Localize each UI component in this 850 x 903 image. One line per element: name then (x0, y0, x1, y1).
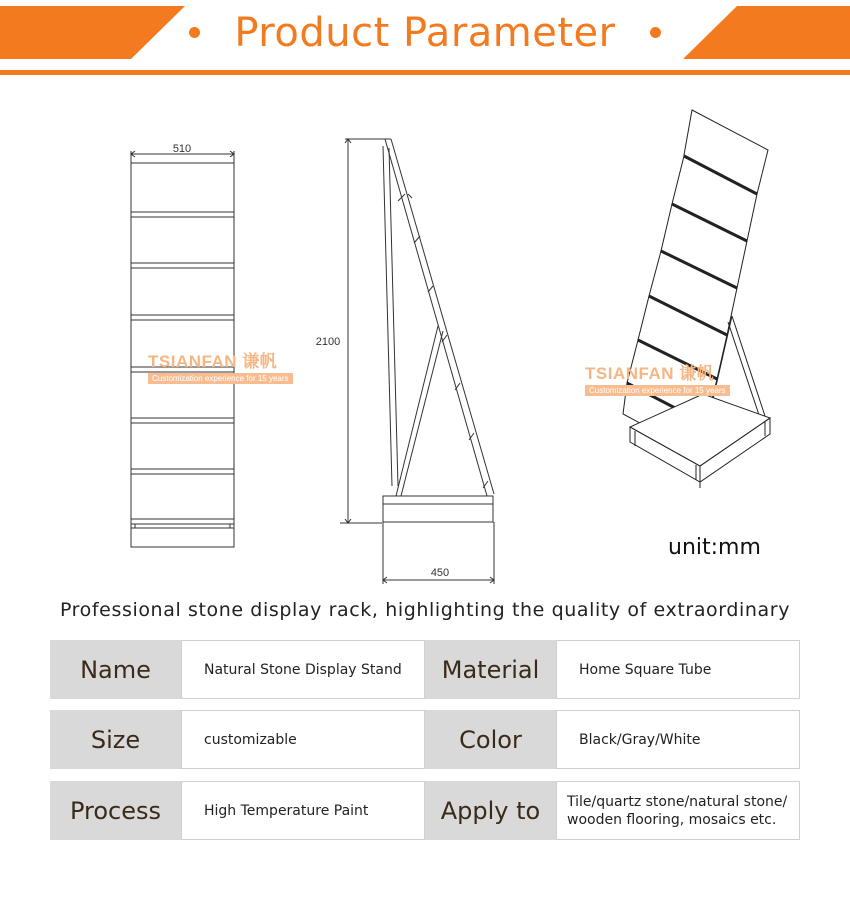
param-label: Material (425, 640, 556, 699)
page-title-text: Product Parameter (234, 10, 616, 56)
param-label: Size (50, 710, 181, 769)
param-row (50, 781, 800, 840)
unit-label: unit:mm (668, 535, 761, 560)
watermark-tagline: Customization experience for 15 years (585, 385, 730, 396)
bullet-dot-right (650, 27, 661, 38)
param-label: Process (50, 781, 181, 840)
perspective-view (623, 110, 770, 488)
bullet-dot-left (189, 27, 200, 38)
param-label: Name (50, 640, 181, 699)
watermark-brand: TSIANFAN 谦帆 (585, 364, 715, 383)
param-label: Color (425, 710, 556, 769)
param-value-line: wooden flooring, mosaics etc. (567, 811, 777, 828)
param-label: Apply to (425, 781, 556, 840)
dim-width-label: 510 (172, 143, 192, 155)
watermark-brand: TSIANFAN 谦帆 (148, 352, 278, 371)
side-view (340, 139, 494, 584)
param-row (50, 640, 800, 699)
dim-depth-label: 450 (430, 567, 450, 579)
param-value-line: Tile/quartz stone/natural stone/ (567, 793, 788, 810)
param-value: Home Square Tube (556, 640, 800, 699)
banner-underline (0, 70, 850, 75)
product-tagline: Professional stone display rack, highlighting the quality of extraordinary (59, 599, 791, 621)
param-value: Natural Stone Display Stand (181, 640, 425, 699)
watermark-front (148, 347, 293, 384)
param-value: High Temperature Paint (181, 781, 425, 840)
technical-drawing (0, 76, 850, 596)
page-title (0, 10, 850, 56)
dim-height-label: 2100 (315, 336, 341, 348)
param-row (50, 710, 800, 769)
param-value-multiline (556, 781, 800, 840)
watermark-perspective (585, 359, 730, 396)
watermark-tagline: Customization experience for 15 years (148, 373, 293, 384)
header-banner (0, 0, 850, 76)
param-value: Black/Gray/White (556, 710, 800, 769)
param-value: customizable (181, 710, 425, 769)
